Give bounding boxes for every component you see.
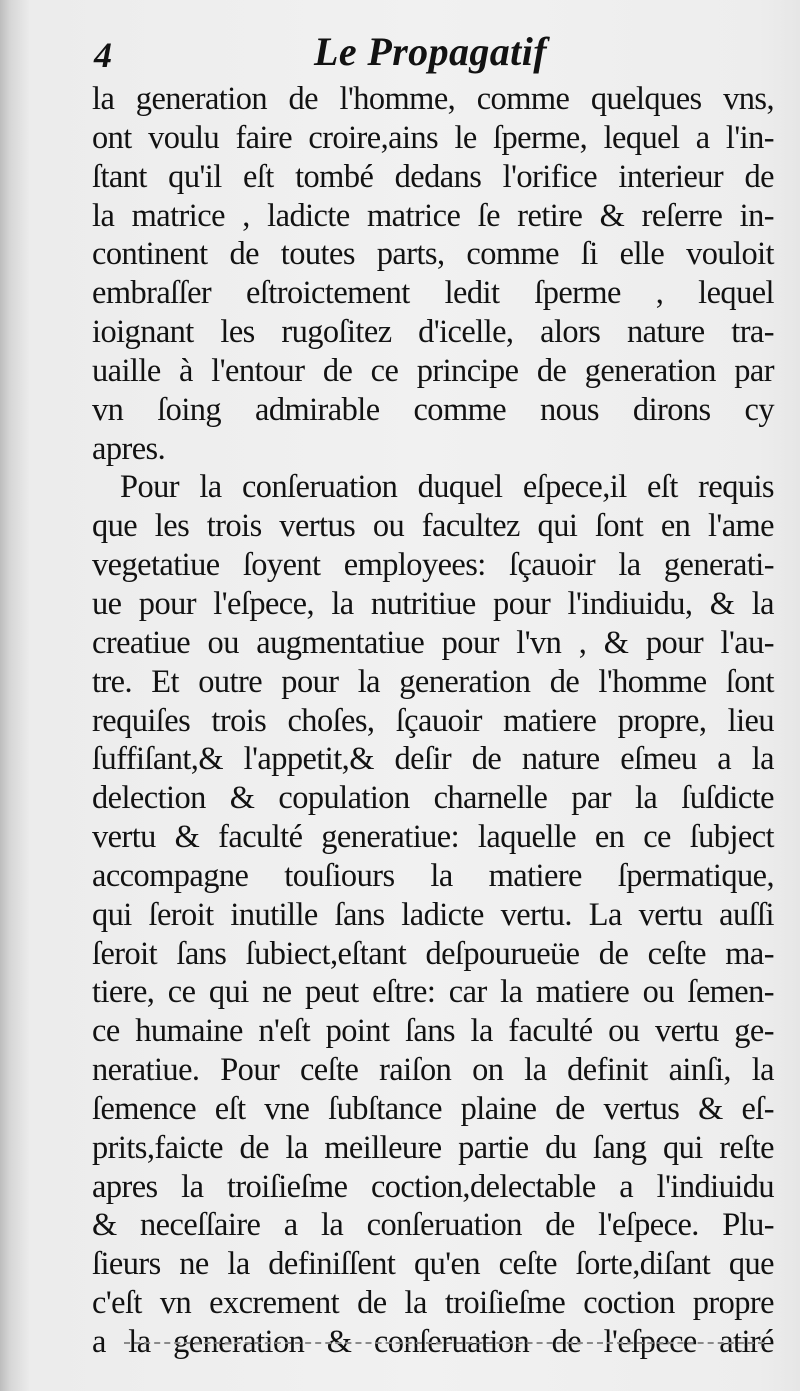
text-line: c'eſt vn excrement de la troiſieſme coction propre — [92, 1285, 774, 1322]
text-line: requiſes trois choſes, ſçauoir matiere propre, lieu — [92, 702, 774, 739]
text-line: ſtant qu'il eſt tombé dedans l'orifice interieur de — [92, 158, 774, 195]
text-line: accompagne touſiours la matiere ſpermatique, — [92, 857, 774, 894]
text-line: vegetatiue ſoyent employees: ſçauoir la generati- — [92, 547, 774, 584]
text-line: embraſſer eſtroictement ledit ſperme , lequel — [92, 275, 774, 312]
text-line: prits,faicte de la meilleure partie du ſang qui reſte — [92, 1129, 774, 1166]
page-header — [92, 14, 774, 76]
text-line: vn ſoing admirable comme nous dirons cy — [92, 391, 774, 428]
text-line: continent de toutes parts, comme ſi elle vouloit — [92, 236, 774, 273]
text-line: ſemence eſt vne ſubſtance plaine de vertus & eſ- — [92, 1090, 774, 1127]
text-line: que les trois vertus ou facultez qui ſont en l'ame — [92, 508, 774, 545]
text-line: vertu & faculté generatiue: laquelle en ce ſubject — [92, 819, 774, 856]
text-line: uaille à l'entour de ce principe de generation par — [92, 352, 774, 389]
text-line: ſeroit ſans ſubiect,eſtant deſpourueüe de ceſte ma- — [92, 935, 774, 972]
text-line: ſuffiſant,& l'appetit,& deſir de nature eſmeu a la — [92, 741, 774, 778]
text-line: ſieurs ne la definiſſent qu'en ceſte ſorte,diſant que — [92, 1246, 774, 1283]
paragraph-start-line: Pour la conſeruation duquel eſpece,il eſt requis — [120, 469, 774, 506]
text-line: apres la troiſieſme coction,delectable a l'indiuidu — [92, 1168, 774, 1205]
text-line: ue pour l'eſpece, la nutritiue pour l'indiuidu, & la — [92, 585, 774, 622]
text-line: creatiue ou augmentatiue pour l'vn , & pour l'au- — [92, 624, 774, 661]
text-line: tre. Et outre pour la generation de l'homme ſont — [92, 663, 774, 700]
book-page — [92, 14, 774, 1360]
text-line: tiere, ce qui ne peut eſtre: car la matiere ou ſemen- — [92, 974, 774, 1011]
text-line: ioignant les rugoſitez d'icelle, alors nature tra- — [92, 314, 774, 351]
running-title: Le Propagatif — [314, 29, 547, 74]
text-line: apres. — [92, 430, 166, 467]
text-line: qui ſeroit inutille ſans ladicte vertu. La vertu auſſi — [92, 896, 774, 933]
text-line: la matrice , ladicte matrice ſe retire & reſerre in- — [92, 197, 774, 234]
page-number: 4 — [94, 35, 112, 75]
bottom-rule — [124, 1342, 764, 1344]
text-line: & neceſſaire a la conſeruation de l'eſpece. Plu- — [92, 1207, 774, 1244]
text-line: ce humaine n'eſt point ſans la faculté ou vertu ge- — [92, 1013, 774, 1050]
text-line: a la generation & conſeruation de l'eſpece atiré — [92, 1324, 774, 1360]
text-line: la generation de l'homme, comme quelques vns, — [92, 81, 774, 117]
text-line: neratiue. Pour ceſte raiſon on la definit ainſi, la — [92, 1052, 774, 1089]
text-line: ont voulu faire croire,ains le ſperme, lequel a l'in- — [92, 119, 774, 156]
text-line: delection & copulation charnelle par la ſuſdicte — [92, 780, 774, 817]
body-text — [92, 80, 774, 1362]
